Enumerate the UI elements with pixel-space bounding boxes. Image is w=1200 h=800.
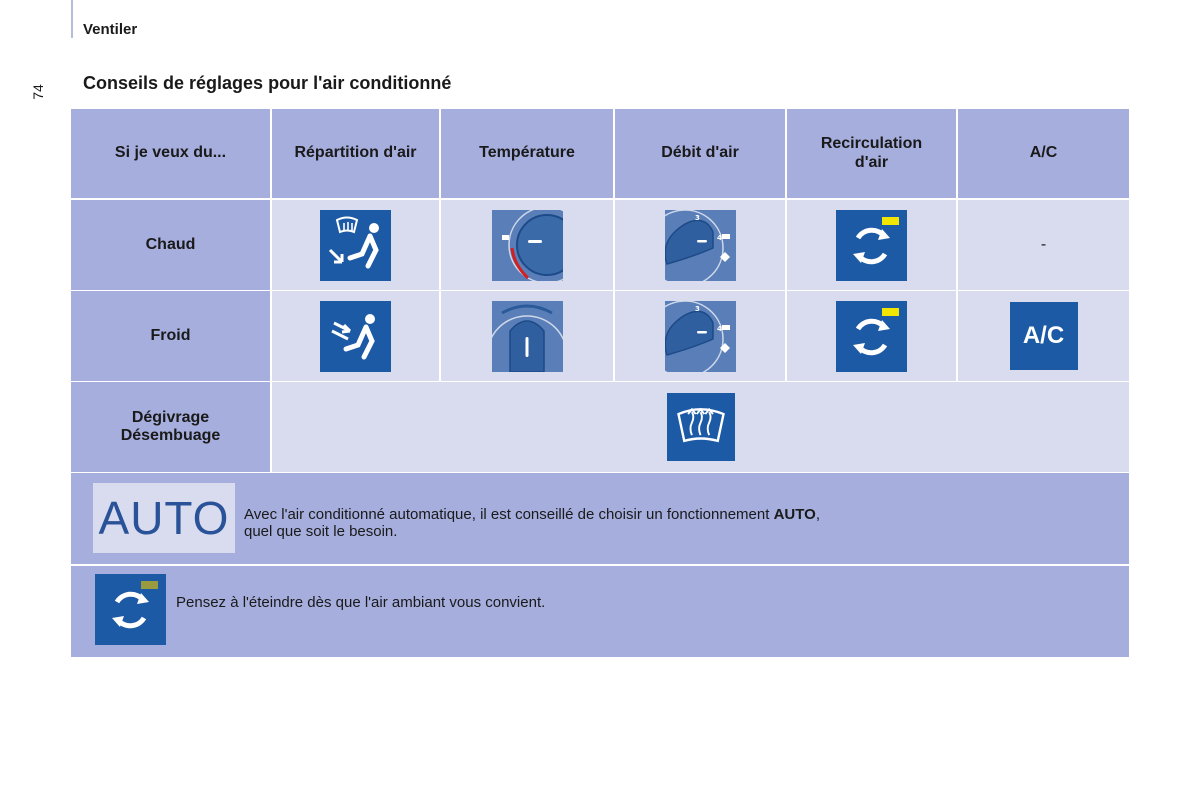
auto-note-text: Avec l'air conditionné automatique, il est conseillé de choisir un fonctionnement AUTO, quel que soit le besoin. [244,506,820,540]
row-label-froid: Froid [71,291,270,381]
col-header-recirculation: Recirculation d'air [787,109,956,198]
svg-text:4: 4 [716,233,722,242]
recirculation-on-icon [836,301,907,372]
row-label-chaud: Chaud [71,200,270,290]
settings-table [71,109,1129,657]
svg-text:3: 3 [694,304,700,313]
windscreen-demist-icon [667,393,735,461]
cell-degivrage-span [272,382,1129,472]
cell-froid-distribution [272,291,439,381]
ac-button-icon: A/C [1010,302,1078,370]
section-title: Ventiler [83,21,138,38]
page-title: Conseils de réglages pour l'air conditionné [83,73,452,93]
cell-chaud-flow [615,200,785,290]
cell-chaud-ac: - [958,200,1129,290]
svg-text:4: 4 [716,324,722,333]
blower-dial-icon [665,301,736,372]
side-rule [71,0,73,38]
cell-froid-ac [958,291,1129,381]
row-label-degivrage: Dégivrage Désembuage [71,382,270,472]
col-header-want: Si je veux du... [71,109,270,198]
temperature-dial-hot-icon [492,210,563,281]
recirculation-off-icon [95,574,166,645]
feet-windscreen-distribution-icon [320,210,391,281]
page-number: 74 [29,84,46,100]
auto-label-box: AUTO [93,483,235,553]
col-header-flow: Débit d'air [615,109,785,198]
recirc-note-text: Pensez à l'éteindre dès que l'air ambiant vous convient. [176,594,546,611]
recirculation-on-icon [836,210,907,281]
cell-chaud-distribution [272,200,439,290]
cell-froid-flow [615,291,785,381]
cell-froid-recirculation [787,291,956,381]
col-header-ac: A/C [958,109,1129,198]
temperature-dial-cold-icon [492,301,563,372]
svg-text:3: 3 [694,213,700,222]
auto-note-row [71,473,1129,564]
col-header-distribution: Répartition d'air [272,109,439,198]
cell-chaud-temperature [441,200,613,290]
cell-chaud-recirculation [787,200,956,290]
face-vent-distribution-icon [320,301,391,372]
recirc-note-row [71,566,1129,657]
col-header-temperature: Température [441,109,613,198]
blower-dial-icon [665,210,736,281]
cell-froid-temperature [441,291,613,381]
